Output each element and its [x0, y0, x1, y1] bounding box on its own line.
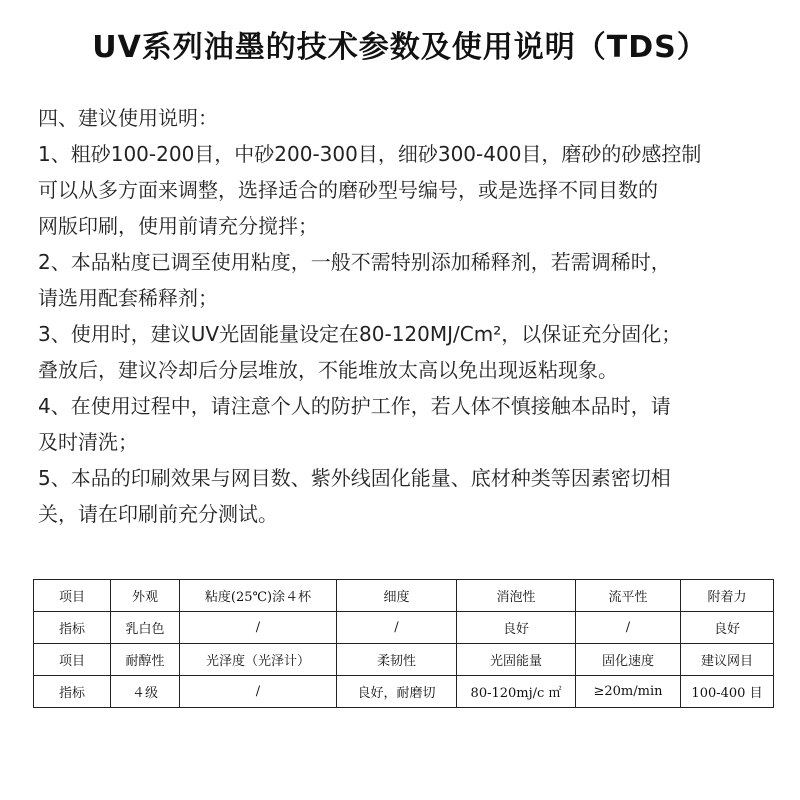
- instruction-line: 网版印刷，使用前请充分搅拌；: [38, 214, 318, 238]
- table-row: [34, 580, 774, 612]
- table-cell: 指标: [34, 612, 111, 644]
- table-cell: 光固能量: [457, 644, 576, 676]
- table-cell: 良好: [457, 612, 576, 644]
- table-cell: 光泽度（光泽计）: [180, 644, 337, 676]
- table-row: [34, 644, 774, 676]
- table-cell: 外观: [111, 580, 180, 612]
- table-cell: 附着力: [681, 580, 774, 612]
- instruction-heading: 四、建议使用说明：: [38, 106, 218, 130]
- table-cell: /: [576, 612, 681, 644]
- instruction-line: 叠放后，建议冷却后分层堆放，不能堆放太高以免出现返粘现象。: [38, 358, 618, 382]
- table-cell: 消泡性: [457, 580, 576, 612]
- instruction-line: 4、在使用过程中，请注意个人的防护工作，若人体不慎接触本品时，请: [38, 394, 671, 418]
- instruction-line: 可以从多方面来调整，选择适合的磨砂型号编号，或是选择不同目数的: [38, 178, 658, 202]
- table-cell: 耐醇性: [111, 644, 180, 676]
- table-cell: 良好: [681, 612, 774, 644]
- table-cell: ≥20m/min: [576, 676, 681, 708]
- table-cell: 100-400 目: [681, 676, 774, 708]
- table-cell: 建议网目: [681, 644, 774, 676]
- table-cell: /: [180, 676, 337, 708]
- instruction-line: 1、粗砂100-200目，中砂200-300目，细砂300-400目，磨砂的砂感控制: [38, 142, 702, 166]
- spec-table: [33, 579, 774, 708]
- instruction-line: 3、使用时，建议UV光固能量设定在80-120MJ/Cm²，以保证充分固化；: [38, 322, 682, 346]
- instruction-line: 请选用配套稀释剂；: [38, 286, 218, 310]
- table-cell: 固化速度: [576, 644, 681, 676]
- table-cell: 粘度(25℃)涂４杯: [180, 580, 337, 612]
- table-cell: 乳白色: [111, 612, 180, 644]
- table-cell: 项目: [34, 644, 111, 676]
- table-cell: 柔韧性: [337, 644, 457, 676]
- table-row: [34, 612, 774, 644]
- table-cell: 细度: [337, 580, 457, 612]
- table-cell: ４级: [111, 676, 180, 708]
- table-row: [34, 676, 774, 708]
- table-cell: 良好，耐磨切: [337, 676, 457, 708]
- instruction-line: 关，请在印刷前充分测试。: [38, 502, 278, 526]
- table-cell: 流平性: [576, 580, 681, 612]
- table-cell: 指标: [34, 676, 111, 708]
- instruction-line: 5、本品的印刷效果与网目数、紫外线固化能量、底材种类等因素密切相: [38, 466, 671, 490]
- table-cell: 80-120mj/c ㎡: [457, 676, 576, 708]
- table-cell: 项目: [34, 580, 111, 612]
- instruction-line: 2、本品粘度已调至使用粘度，一般不需特别添加稀释剂，若需调稀时，: [38, 250, 671, 274]
- usage-instructions: [38, 100, 778, 532]
- table-cell: /: [180, 612, 337, 644]
- instruction-line: 及时清洗；: [38, 430, 138, 454]
- table-cell: /: [337, 612, 457, 644]
- page-title: UV系列油墨的技术参数及使用说明（TDS）: [92, 30, 708, 65]
